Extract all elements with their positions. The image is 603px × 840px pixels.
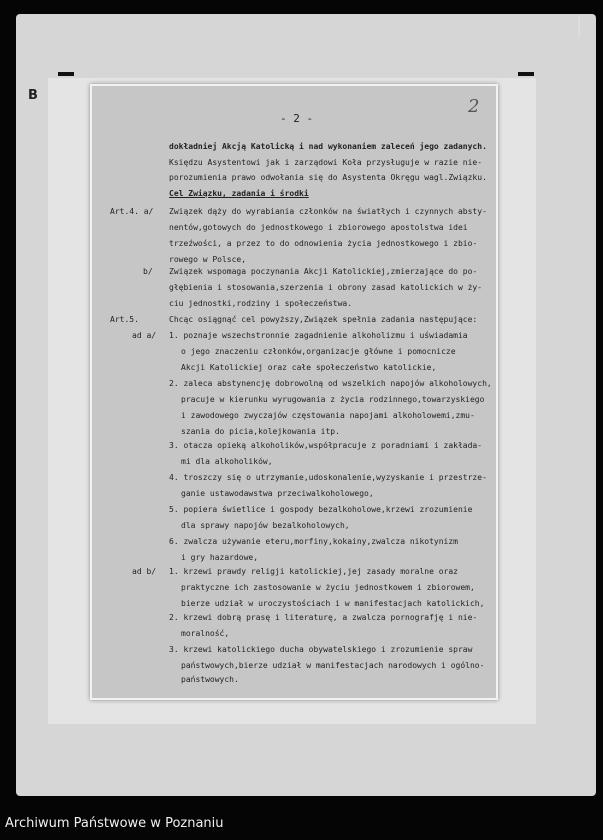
text-line: 6. zwalcza używanie eteru,morfiny,kokainy,zwalcza nikotynizm [169,537,458,546]
text-line: praktyczne ich zastosowanie w życiu jednostkowem i zbiorowem, [181,583,475,592]
text-line: 2. krzewi dobrą prasę i literaturę, a zwalcza pornografję i nie- [169,613,478,622]
text-line: 5. popiera świetlice i gospody bezalkoholowe,krzewi zrozumienie [169,505,473,514]
text-line: Art.4. a/ [110,207,154,216]
text-line: pracuje w kierunku wyrugowania z życia rodzinnego,towarzyskiego [181,395,485,404]
text-line: ad b/ [132,567,157,576]
text-line: ad a/ [132,331,157,340]
text-line: ciu jednostki,rodziny i społeczeństwa. [169,299,353,308]
text-line: 1. krzewi prawdy religji katolickiej,jej zasady moralne oraz [169,567,458,576]
text-line: 2. zaleca abstynencję dobrowolną od wszelkich napojów alkoholowych, [169,379,492,388]
clip-mark-left [58,72,74,76]
text-line: porozumienia prawo odwołania się do Asystenta Okręgu wagl.Związku. [169,173,487,182]
text-line: mi dla alkoholików, [181,457,273,466]
text-line: państwowych,bierze udział w manifestacjach narodowych i ogólno- [181,661,485,670]
text-line: Cel Związku, zadania i środki [169,189,309,198]
clip-mark-right [518,72,534,76]
edge-tick [578,16,580,38]
text-line: 4. troszczy się o utrzymanie,udoskonalenie,wyzyskanie i przestrze- [169,473,487,482]
text-line: Chcąc osiągnąć cel powyższy,Związek spełnia zadania następujące: [169,315,478,324]
archive-footer: Archiwum Państwowe w Poznaniu [5,816,224,831]
text-line: Związek wspomaga poczynania Akcji Katolickiej,zmierzające do po- [169,267,478,276]
handwritten-page-number: 2 [468,96,480,117]
text-line: ganie ustawodawstwa przeciwalkoholowego, [181,489,374,498]
text-line: o jego znaczeniu członków,organizacje główne i pomocnicze [181,347,456,356]
text-line: rowego w Polsce, [169,255,247,264]
text-line: i gry hazardowe, [181,553,259,562]
text-line: nentów,gotowych do jednostkowego i zbiorowego apostolstwa idei [169,223,468,232]
text-line: Akcji Katolickiej oraz całe społeczeństwo katolickie, [181,363,437,372]
text-line: szania do picia,kolejkowania itp. [181,427,340,436]
text-line: bierze udział w uroczystościach i w manifestacjach katolickich, [181,599,485,608]
text-line: dokładniej Akcją Katolicką i nad wykonaniem zaleceń jego zadanych. [169,142,487,151]
text-line: trzeźwości, a przez to do odnowienia życia jednostkowego i zbio- [169,239,478,248]
text-line: głębienia i stosowania,szerzenia i obrony zasad katolickich w ży- [169,283,483,292]
text-line: Księdzu Asystentowi jak i zarządowi Koła przysługuje w razie nie- [169,158,483,167]
text-line: b/ [143,267,153,276]
text-line: 1. poznaje wszechstronnie zagadnienie alkoholizmu i uświadamia [169,331,468,340]
text-line: 3. krzewi katolickiego ducha obywatelskiego i zrozumienie spraw [169,645,473,654]
page-number: - 2 - [280,112,314,125]
text-line: Art.5. [110,315,139,324]
text-line: Związek dąży do wyrabiania członków na światłych i czynnych absty- [169,207,487,216]
text-line: moralność, [181,629,230,638]
text-line: dla sprawy napojów bezalkoholowych, [181,521,350,530]
text-line: i zawodowego zwyczajów częstowania napojami alkoholowemi,zmu- [181,411,475,420]
text-line: 3. otacza opieką alkoholików,współpracuje z poradniami i zakłada- [169,441,483,450]
corner-marker: B [28,88,38,103]
text-line: państwowych. [181,675,239,684]
